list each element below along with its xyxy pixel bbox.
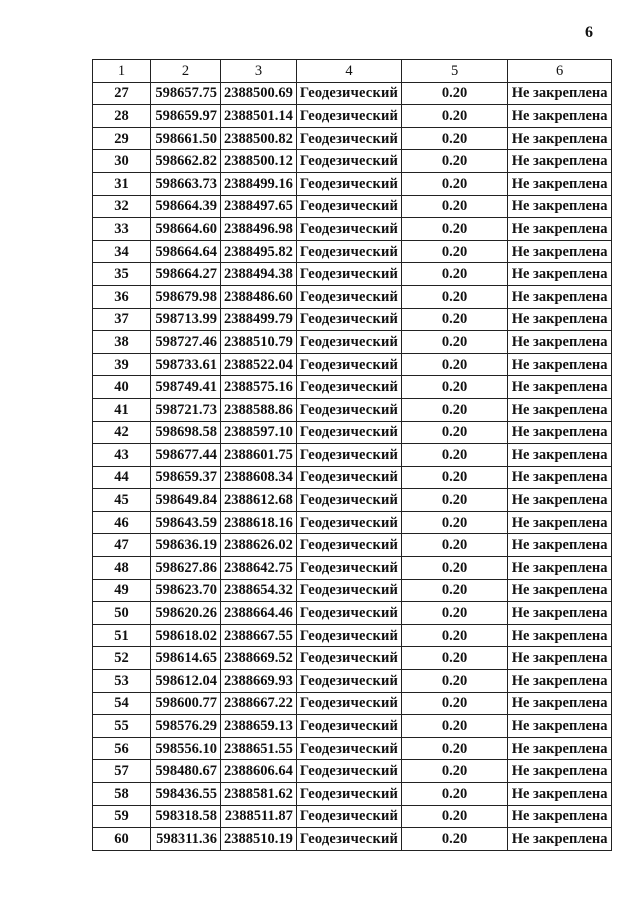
x-coordinate-cell: 598318.58 bbox=[151, 805, 221, 828]
point-number-cell: 30 bbox=[93, 150, 151, 173]
accuracy-cell: 0.20 bbox=[402, 127, 508, 150]
accuracy-cell: 0.20 bbox=[402, 105, 508, 128]
table-row bbox=[93, 783, 612, 806]
point-number-cell: 54 bbox=[93, 692, 151, 715]
fixing-status-cell: Не закреплена bbox=[508, 218, 612, 241]
column-header-3: 3 bbox=[221, 60, 297, 83]
table-row bbox=[93, 218, 612, 241]
accuracy-cell: 0.20 bbox=[402, 783, 508, 806]
accuracy-cell: 0.20 bbox=[402, 421, 508, 444]
accuracy-cell: 0.20 bbox=[402, 150, 508, 173]
table-row bbox=[93, 466, 612, 489]
accuracy-cell: 0.20 bbox=[402, 489, 508, 512]
method-cell: Геодезический bbox=[296, 376, 401, 399]
accuracy-cell: 0.20 bbox=[402, 240, 508, 263]
fixing-status-cell: Не закреплена bbox=[508, 444, 612, 467]
accuracy-cell: 0.20 bbox=[402, 353, 508, 376]
table-row bbox=[93, 579, 612, 602]
point-number-cell: 32 bbox=[93, 195, 151, 218]
method-cell: Геодезический bbox=[296, 579, 401, 602]
accuracy-cell: 0.20 bbox=[402, 376, 508, 399]
table-row bbox=[93, 805, 612, 828]
y-coordinate-cell: 2388501.14 bbox=[221, 105, 297, 128]
x-coordinate-cell: 598664.39 bbox=[151, 195, 221, 218]
y-coordinate-cell: 2388575.16 bbox=[221, 376, 297, 399]
accuracy-cell: 0.20 bbox=[402, 398, 508, 421]
method-cell: Геодезический bbox=[296, 534, 401, 557]
point-number-cell: 31 bbox=[93, 172, 151, 195]
method-cell: Геодезический bbox=[296, 240, 401, 263]
method-cell: Геодезический bbox=[296, 828, 401, 851]
method-cell: Геодезический bbox=[296, 398, 401, 421]
method-cell: Геодезический bbox=[296, 150, 401, 173]
y-coordinate-cell: 2388510.19 bbox=[221, 828, 297, 851]
x-coordinate-cell: 598677.44 bbox=[151, 444, 221, 467]
x-coordinate-cell: 598664.27 bbox=[151, 263, 221, 286]
x-coordinate-cell: 598623.70 bbox=[151, 579, 221, 602]
x-coordinate-cell: 598663.73 bbox=[151, 172, 221, 195]
table-row bbox=[93, 353, 612, 376]
table-row bbox=[93, 828, 612, 851]
accuracy-cell: 0.20 bbox=[402, 760, 508, 783]
x-coordinate-cell: 598661.50 bbox=[151, 127, 221, 150]
point-number-cell: 49 bbox=[93, 579, 151, 602]
point-number-cell: 53 bbox=[93, 670, 151, 693]
table-row bbox=[93, 534, 612, 557]
accuracy-cell: 0.20 bbox=[402, 692, 508, 715]
y-coordinate-cell: 2388500.12 bbox=[221, 150, 297, 173]
x-coordinate-cell: 598643.59 bbox=[151, 511, 221, 534]
boundary-points-table bbox=[92, 59, 612, 851]
point-number-cell: 41 bbox=[93, 398, 151, 421]
y-coordinate-cell: 2388664.46 bbox=[221, 602, 297, 625]
fixing-status-cell: Не закреплена bbox=[508, 783, 612, 806]
x-coordinate-cell: 598679.98 bbox=[151, 285, 221, 308]
fixing-status-cell: Не закреплена bbox=[508, 263, 612, 286]
table-row bbox=[93, 195, 612, 218]
accuracy-cell: 0.20 bbox=[402, 805, 508, 828]
method-cell: Геодезический bbox=[296, 308, 401, 331]
column-header-5: 5 bbox=[402, 60, 508, 83]
fixing-status-cell: Не закреплена bbox=[508, 489, 612, 512]
x-coordinate-cell: 598649.84 bbox=[151, 489, 221, 512]
point-number-cell: 28 bbox=[93, 105, 151, 128]
table-row bbox=[93, 647, 612, 670]
y-coordinate-cell: 2388486.60 bbox=[221, 285, 297, 308]
accuracy-cell: 0.20 bbox=[402, 308, 508, 331]
point-number-cell: 35 bbox=[93, 263, 151, 286]
point-number-cell: 42 bbox=[93, 421, 151, 444]
accuracy-cell: 0.20 bbox=[402, 557, 508, 580]
column-header-4: 4 bbox=[296, 60, 401, 83]
point-number-cell: 37 bbox=[93, 308, 151, 331]
method-cell: Геодезический bbox=[296, 624, 401, 647]
accuracy-cell: 0.20 bbox=[402, 602, 508, 625]
point-number-cell: 45 bbox=[93, 489, 151, 512]
fixing-status-cell: Не закреплена bbox=[508, 127, 612, 150]
table-row bbox=[93, 511, 612, 534]
accuracy-cell: 0.20 bbox=[402, 624, 508, 647]
x-coordinate-cell: 598614.65 bbox=[151, 647, 221, 670]
fixing-status-cell: Не закреплена bbox=[508, 511, 612, 534]
table-row bbox=[93, 557, 612, 580]
method-cell: Геодезический bbox=[296, 466, 401, 489]
y-coordinate-cell: 2388667.22 bbox=[221, 692, 297, 715]
y-coordinate-cell: 2388642.75 bbox=[221, 557, 297, 580]
y-coordinate-cell: 2388669.93 bbox=[221, 670, 297, 693]
y-coordinate-cell: 2388497.65 bbox=[221, 195, 297, 218]
accuracy-cell: 0.20 bbox=[402, 647, 508, 670]
accuracy-cell: 0.20 bbox=[402, 82, 508, 105]
method-cell: Геодезический bbox=[296, 82, 401, 105]
accuracy-cell: 0.20 bbox=[402, 715, 508, 738]
x-coordinate-cell: 598556.10 bbox=[151, 737, 221, 760]
table-row bbox=[93, 82, 612, 105]
y-coordinate-cell: 2388522.04 bbox=[221, 353, 297, 376]
y-coordinate-cell: 2388669.52 bbox=[221, 647, 297, 670]
accuracy-cell: 0.20 bbox=[402, 331, 508, 354]
table-row bbox=[93, 308, 612, 331]
fixing-status-cell: Не закреплена bbox=[508, 692, 612, 715]
x-coordinate-cell: 598311.36 bbox=[151, 828, 221, 851]
y-coordinate-cell: 2388500.82 bbox=[221, 127, 297, 150]
point-number-cell: 56 bbox=[93, 737, 151, 760]
x-coordinate-cell: 598664.60 bbox=[151, 218, 221, 241]
x-coordinate-cell: 598698.58 bbox=[151, 421, 221, 444]
y-coordinate-cell: 2388499.16 bbox=[221, 172, 297, 195]
y-coordinate-cell: 2388581.62 bbox=[221, 783, 297, 806]
page-number: 6 bbox=[585, 24, 593, 41]
method-cell: Геодезический bbox=[296, 783, 401, 806]
method-cell: Геодезический bbox=[296, 172, 401, 195]
table-row bbox=[93, 172, 612, 195]
fixing-status-cell: Не закреплена bbox=[508, 82, 612, 105]
method-cell: Геодезический bbox=[296, 760, 401, 783]
accuracy-cell: 0.20 bbox=[402, 285, 508, 308]
table-row bbox=[93, 240, 612, 263]
x-coordinate-cell: 598659.97 bbox=[151, 105, 221, 128]
x-coordinate-cell: 598664.64 bbox=[151, 240, 221, 263]
accuracy-cell: 0.20 bbox=[402, 263, 508, 286]
x-coordinate-cell: 598721.73 bbox=[151, 398, 221, 421]
x-coordinate-cell: 598576.29 bbox=[151, 715, 221, 738]
method-cell: Геодезический bbox=[296, 489, 401, 512]
method-cell: Геодезический bbox=[296, 105, 401, 128]
method-cell: Геодезический bbox=[296, 715, 401, 738]
y-coordinate-cell: 2388654.32 bbox=[221, 579, 297, 602]
fixing-status-cell: Не закреплена bbox=[508, 557, 612, 580]
accuracy-cell: 0.20 bbox=[402, 511, 508, 534]
x-coordinate-cell: 598657.75 bbox=[151, 82, 221, 105]
point-number-cell: 50 bbox=[93, 602, 151, 625]
x-coordinate-cell: 598733.61 bbox=[151, 353, 221, 376]
method-cell: Геодезический bbox=[296, 557, 401, 580]
y-coordinate-cell: 2388495.82 bbox=[221, 240, 297, 263]
accuracy-cell: 0.20 bbox=[402, 218, 508, 241]
accuracy-cell: 0.20 bbox=[402, 670, 508, 693]
fixing-status-cell: Не закреплена bbox=[508, 579, 612, 602]
accuracy-cell: 0.20 bbox=[402, 579, 508, 602]
method-cell: Геодезический bbox=[296, 647, 401, 670]
y-coordinate-cell: 2388651.55 bbox=[221, 737, 297, 760]
fixing-status-cell: Не закреплена bbox=[508, 624, 612, 647]
point-number-cell: 38 bbox=[93, 331, 151, 354]
fixing-status-cell: Не закреплена bbox=[508, 602, 612, 625]
table-row bbox=[93, 285, 612, 308]
fixing-status-cell: Не закреплена bbox=[508, 105, 612, 128]
fixing-status-cell: Не закреплена bbox=[508, 828, 612, 851]
x-coordinate-cell: 598727.46 bbox=[151, 331, 221, 354]
method-cell: Геодезический bbox=[296, 127, 401, 150]
accuracy-cell: 0.20 bbox=[402, 737, 508, 760]
x-coordinate-cell: 598620.26 bbox=[151, 602, 221, 625]
fixing-status-cell: Не закреплена bbox=[508, 195, 612, 218]
table-row bbox=[93, 670, 612, 693]
fixing-status-cell: Не закреплена bbox=[508, 308, 612, 331]
point-number-cell: 57 bbox=[93, 760, 151, 783]
fixing-status-cell: Не закреплена bbox=[508, 150, 612, 173]
y-coordinate-cell: 2388499.79 bbox=[221, 308, 297, 331]
accuracy-cell: 0.20 bbox=[402, 444, 508, 467]
table-body bbox=[93, 60, 612, 851]
fixing-status-cell: Не закреплена bbox=[508, 285, 612, 308]
y-coordinate-cell: 2388667.55 bbox=[221, 624, 297, 647]
column-header-1: 1 bbox=[93, 60, 151, 83]
y-coordinate-cell: 2388494.38 bbox=[221, 263, 297, 286]
table-row bbox=[93, 376, 612, 399]
table-row bbox=[93, 398, 612, 421]
point-number-cell: 46 bbox=[93, 511, 151, 534]
table-row bbox=[93, 715, 612, 738]
fixing-status-cell: Не закреплена bbox=[508, 240, 612, 263]
table-row bbox=[93, 692, 612, 715]
accuracy-cell: 0.20 bbox=[402, 195, 508, 218]
accuracy-cell: 0.20 bbox=[402, 828, 508, 851]
fixing-status-cell: Не закреплена bbox=[508, 172, 612, 195]
y-coordinate-cell: 2388626.02 bbox=[221, 534, 297, 557]
column-header-6: 6 bbox=[508, 60, 612, 83]
method-cell: Геодезический bbox=[296, 421, 401, 444]
method-cell: Геодезический bbox=[296, 195, 401, 218]
point-number-cell: 39 bbox=[93, 353, 151, 376]
accuracy-cell: 0.20 bbox=[402, 172, 508, 195]
fixing-status-cell: Не закреплена bbox=[508, 647, 612, 670]
y-coordinate-cell: 2388612.68 bbox=[221, 489, 297, 512]
method-cell: Геодезический bbox=[296, 353, 401, 376]
x-coordinate-cell: 598662.82 bbox=[151, 150, 221, 173]
method-cell: Геодезический bbox=[296, 263, 401, 286]
method-cell: Геодезический bbox=[296, 511, 401, 534]
point-number-cell: 55 bbox=[93, 715, 151, 738]
y-coordinate-cell: 2388608.34 bbox=[221, 466, 297, 489]
x-coordinate-cell: 598618.02 bbox=[151, 624, 221, 647]
accuracy-cell: 0.20 bbox=[402, 466, 508, 489]
point-number-cell: 51 bbox=[93, 624, 151, 647]
point-number-cell: 34 bbox=[93, 240, 151, 263]
x-coordinate-cell: 598659.37 bbox=[151, 466, 221, 489]
method-cell: Геодезический bbox=[296, 692, 401, 715]
point-number-cell: 47 bbox=[93, 534, 151, 557]
fixing-status-cell: Не закреплена bbox=[508, 466, 612, 489]
method-cell: Геодезический bbox=[296, 670, 401, 693]
fixing-status-cell: Не закреплена bbox=[508, 353, 612, 376]
x-coordinate-cell: 598627.86 bbox=[151, 557, 221, 580]
x-coordinate-cell: 598600.77 bbox=[151, 692, 221, 715]
table-row bbox=[93, 737, 612, 760]
fixing-status-cell: Не закреплена bbox=[508, 737, 612, 760]
y-coordinate-cell: 2388511.87 bbox=[221, 805, 297, 828]
y-coordinate-cell: 2388510.79 bbox=[221, 331, 297, 354]
column-header-2: 2 bbox=[151, 60, 221, 83]
fixing-status-cell: Не закреплена bbox=[508, 376, 612, 399]
point-number-cell: 52 bbox=[93, 647, 151, 670]
table-header-row bbox=[93, 60, 612, 83]
x-coordinate-cell: 598436.55 bbox=[151, 783, 221, 806]
fixing-status-cell: Не закреплена bbox=[508, 421, 612, 444]
y-coordinate-cell: 2388659.13 bbox=[221, 715, 297, 738]
fixing-status-cell: Не закреплена bbox=[508, 331, 612, 354]
fixing-status-cell: Не закреплена bbox=[508, 670, 612, 693]
method-cell: Геодезический bbox=[296, 602, 401, 625]
fixing-status-cell: Не закреплена bbox=[508, 715, 612, 738]
method-cell: Геодезический bbox=[296, 331, 401, 354]
x-coordinate-cell: 598480.67 bbox=[151, 760, 221, 783]
fixing-status-cell: Не закреплена bbox=[508, 534, 612, 557]
point-number-cell: 59 bbox=[93, 805, 151, 828]
table-row bbox=[93, 263, 612, 286]
method-cell: Геодезический bbox=[296, 444, 401, 467]
y-coordinate-cell: 2388496.98 bbox=[221, 218, 297, 241]
point-number-cell: 36 bbox=[93, 285, 151, 308]
table-row bbox=[93, 331, 612, 354]
y-coordinate-cell: 2388601.75 bbox=[221, 444, 297, 467]
y-coordinate-cell: 2388500.69 bbox=[221, 82, 297, 105]
point-number-cell: 29 bbox=[93, 127, 151, 150]
fixing-status-cell: Не закреплена bbox=[508, 805, 612, 828]
x-coordinate-cell: 598612.04 bbox=[151, 670, 221, 693]
method-cell: Геодезический bbox=[296, 285, 401, 308]
x-coordinate-cell: 598636.19 bbox=[151, 534, 221, 557]
table-row bbox=[93, 760, 612, 783]
table-row bbox=[93, 421, 612, 444]
fixing-status-cell: Не закреплена bbox=[508, 398, 612, 421]
accuracy-cell: 0.20 bbox=[402, 534, 508, 557]
point-number-cell: 60 bbox=[93, 828, 151, 851]
point-number-cell: 43 bbox=[93, 444, 151, 467]
point-number-cell: 48 bbox=[93, 557, 151, 580]
method-cell: Геодезический bbox=[296, 805, 401, 828]
y-coordinate-cell: 2388588.86 bbox=[221, 398, 297, 421]
method-cell: Геодезический bbox=[296, 737, 401, 760]
y-coordinate-cell: 2388597.10 bbox=[221, 421, 297, 444]
table-row bbox=[93, 105, 612, 128]
table-row bbox=[93, 150, 612, 173]
method-cell: Геодезический bbox=[296, 218, 401, 241]
table-row bbox=[93, 127, 612, 150]
point-number-cell: 40 bbox=[93, 376, 151, 399]
point-number-cell: 33 bbox=[93, 218, 151, 241]
fixing-status-cell: Не закреплена bbox=[508, 760, 612, 783]
point-number-cell: 27 bbox=[93, 82, 151, 105]
table-row bbox=[93, 602, 612, 625]
table-row bbox=[93, 489, 612, 512]
x-coordinate-cell: 598749.41 bbox=[151, 376, 221, 399]
table-row bbox=[93, 624, 612, 647]
point-number-cell: 44 bbox=[93, 466, 151, 489]
y-coordinate-cell: 2388606.64 bbox=[221, 760, 297, 783]
y-coordinate-cell: 2388618.16 bbox=[221, 511, 297, 534]
x-coordinate-cell: 598713.99 bbox=[151, 308, 221, 331]
table-row bbox=[93, 444, 612, 467]
point-number-cell: 58 bbox=[93, 783, 151, 806]
